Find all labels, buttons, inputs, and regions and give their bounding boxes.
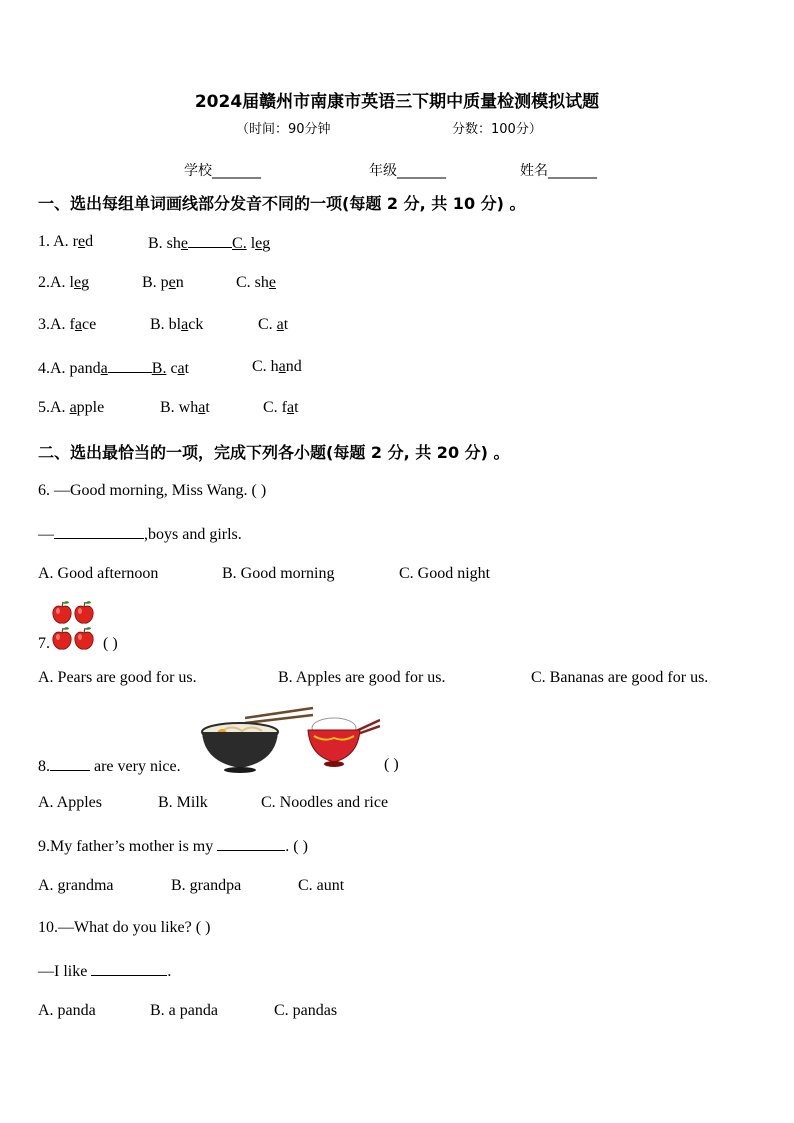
name-field: 姓名_______: [520, 163, 597, 179]
question-2-option-a: 2.A. leg: [38, 274, 90, 291]
question-9-option-c: C. aunt: [298, 877, 345, 894]
school-field: 学校_______: [184, 163, 261, 179]
exam-time: （时间：90分钟: [236, 122, 331, 137]
grade-field: 年级_______: [369, 163, 446, 179]
question-6-answer-line: — ,boys and girls.: [38, 526, 242, 543]
page-title: 2024届赣州市南康市英语三下期中质量检测模拟试题: [194, 92, 600, 112]
question-7-option-a: A. Pears are good for us.: [38, 669, 197, 686]
rice-bowl-icon: [308, 718, 380, 767]
question-6: 6. —Good morning, Miss Wang. ( ): [38, 482, 267, 499]
question-7-number: 7.: [38, 635, 50, 652]
noodle-bowl-icon: [202, 708, 313, 773]
question-1-option-b: B. she C. leg: [148, 235, 271, 252]
apples-image: [50, 598, 102, 650]
section-1-heading: 一、选出每组单词画线部分发音不同的一项(每题 2 分, 共 10 分) 。: [38, 194, 526, 213]
question-3-option-a: 3.A. face: [38, 316, 97, 333]
question-8-option-c: C. Noodles and rice: [261, 794, 389, 811]
question-6-option-b: B. Good morning: [222, 565, 335, 582]
question-7-paren: ( ): [103, 635, 118, 652]
question-9: 9.My father’s mother is my . ( ): [38, 838, 308, 855]
question-10-answer-line: —I like .: [38, 963, 172, 980]
question-1: 1. A. red: [38, 233, 94, 250]
question-9-option-b: B. grandpa: [171, 877, 242, 894]
apple-icon: [53, 601, 71, 623]
question-8-paren: ( ): [384, 756, 399, 773]
apple-icon: [75, 601, 93, 623]
question-3-option-c: C. at: [258, 316, 289, 333]
question-8-option-a: A. Apples: [38, 794, 102, 811]
question-10-option-c: C. pandas: [274, 1002, 338, 1019]
question-2-option-c: C. she: [236, 274, 277, 291]
question-6-option-c: C. Good night: [399, 565, 491, 582]
question-7-option-b: B. Apples are good for us.: [278, 669, 446, 686]
question-10: 10.—What do you like? ( ): [38, 919, 211, 936]
question-5-option-a: 5.A. apple: [38, 399, 105, 416]
question-2-option-b: B. pen: [142, 274, 184, 291]
exam-score: 分数：100分）: [452, 122, 542, 137]
apple-icon: [53, 627, 71, 649]
question-10-option-b: B. a panda: [150, 1002, 218, 1019]
question-8: 8. are very nice.: [38, 758, 181, 775]
apple-icon: [75, 627, 93, 649]
question-3-option-b: B. black: [150, 316, 204, 333]
question-10-option-a: A. panda: [38, 1002, 96, 1019]
question-5-option-c: C. fat: [263, 399, 299, 416]
question-7-option-c: C. Bananas are good for us.: [531, 669, 709, 686]
question-4-option-c: C. hand: [252, 358, 302, 375]
question-9-option-a: A. grandma: [38, 877, 114, 894]
section-2-heading: 二、选出最恰当的一项，完成下列各小题(每题 2 分, 共 20 分) 。: [38, 443, 510, 462]
question-6-option-a: A. Good afternoon: [38, 565, 159, 582]
question-4-option-a: 4.A. panda B. cat: [38, 360, 190, 377]
noodles-and-rice-image: [200, 704, 380, 774]
question-5-option-b: B. what: [160, 399, 210, 416]
question-8-option-b: B. Milk: [158, 794, 208, 811]
